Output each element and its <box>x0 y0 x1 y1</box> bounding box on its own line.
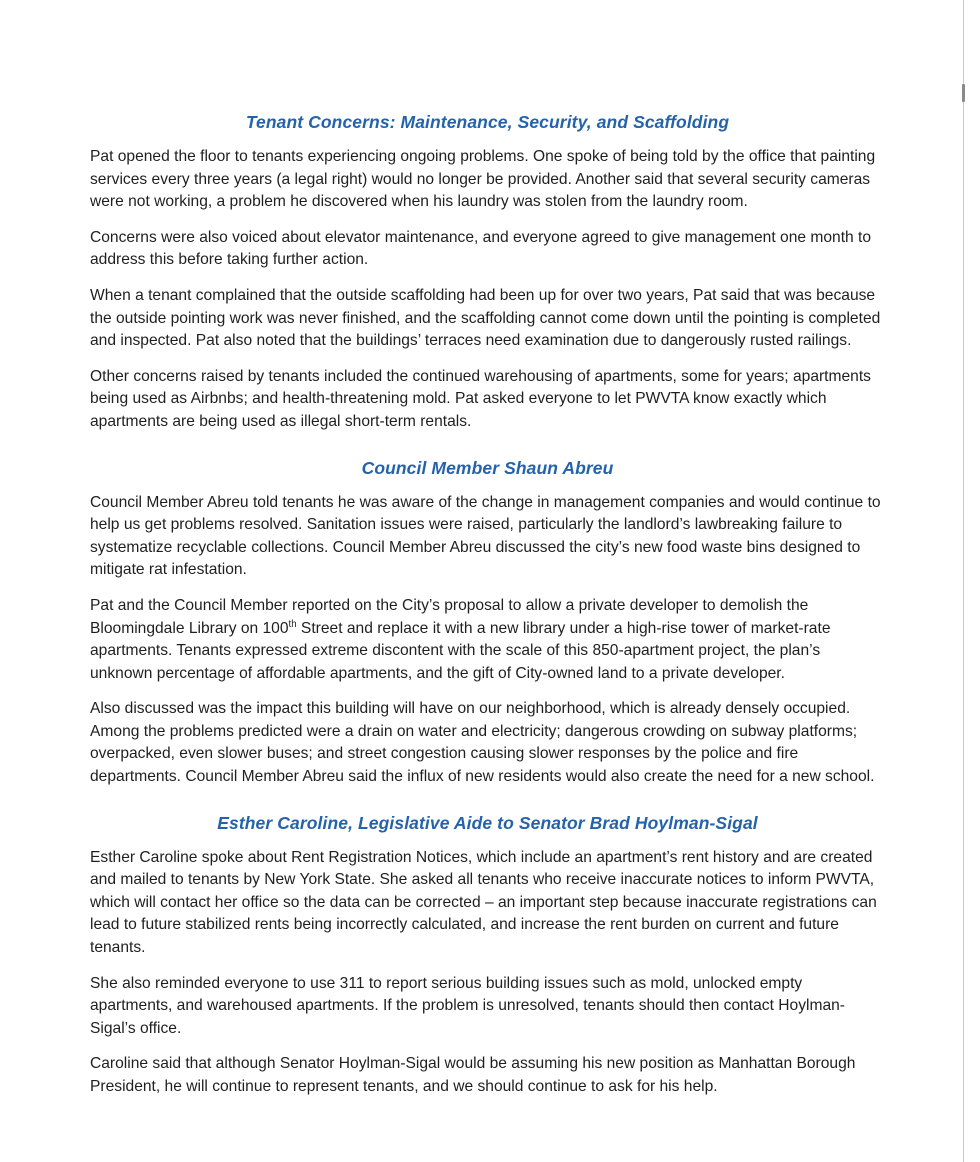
paragraph: Caroline said that although Senator Hoylman-Sigal would be assuming his new position as Manhattan Borough President, he will continue to represent tenants, and we should continue to ask for his help. <box>90 1055 856 1095</box>
paragraph: Also discussed was the impact this building will have on our neighborhood, which is already densely occupied. Among the problems predicted were a drain on water and electricity; dangerous crowding on subway platforms; overpacked, even slower buses; and street congestion causing slower responses by the police and fire departments. Council Member Abreu said the influx of new residents would also create the need for a new school. <box>90 700 875 786</box>
paragraph: Concerns were also voiced about elevator maintenance, and everyone agreed to give management one month to address this before taking further action. <box>90 228 872 269</box>
ordinal-superscript: th <box>288 618 297 630</box>
paragraph: She also reminded everyone to use 311 to report serious building issues such as mold, unlocked empty apartments, and warehoused apartments. If the problem is unresolved, tenants should then contact Hoylman-Sigal’s office. <box>90 974 845 1037</box>
heading-shaun-abreu: Council Member Shaun Abreu <box>361 457 614 478</box>
paragraph: Other concerns raised by tenants included the continued warehousing of apartments, some for years; apartments being used as Airbnbs; and health-threatening mold. Pat asked everyone to let PWVTA know exactly which apartments are being used as illegal short-term rentals. <box>90 367 871 430</box>
heading-tenant-concerns: Tenant Concerns: Maintenance, Security, and Scaffolding <box>245 112 730 132</box>
page-edge-line <box>963 0 964 1162</box>
paragraph: Esther Caroline spoke about Rent Registration Notices, which include an apartment’s rent history and are created and mailed to tenants by New York State. She asked all tenants who receive inaccurate notices to inform PWVTA, which will contact her office so the data can be corrected – an important step because inaccurate registrations can lead to future stabilized rents being incorrectly calculated, and increase the rent burden on current and future tenants. <box>90 848 877 957</box>
paragraph: Pat opened the floor to tenants experiencing ongoing problems. One spoke of being told by the office that painting services every three years (a legal right) would no longer be provided. Another said that several security cameras were not working, a problem he discovered when his laundry was stolen from the laundry room. <box>90 148 876 211</box>
heading-esther-caroline: Esther Caroline, Legislative Aide to Senator Brad Hoylman-Sigal <box>217 812 758 833</box>
page-edge-mark <box>962 84 965 102</box>
paragraph-text-after-ordinal: Street and replace it with a new library under a high-rise tower of market-rate apartments. Tenants expressed extreme discontent with the scale of this 850-apartment project, the plan’s unknown percentage of affordable apartments, and the gift of City-owned land to a private developer. <box>90 619 831 682</box>
paragraph: Council Member Abreu told tenants he was aware of the change in management companies and would continue to help us get problems resolved. Sanitation issues were raised, particularly the landlord’s lawbreaking failure to systematize recyclable collections. Council Member Abreu discussed the city’s new food waste bins designed to mitigate rat infestation. <box>90 493 881 579</box>
paragraph-bloomingdale-library <box>90 595 885 685</box>
paragraph: When a tenant complained that the outside scaffolding had been up for over two years, Pat said that was because the outside pointing work was never finished, and the scaffolding cannot come down until the pointing is completed and inspected. Pat also noted that the buildings’ terraces need examination due to dangerously rusted railings. <box>90 286 881 350</box>
paragraph-text-before-ordinal: Pat and the Council Member reported on the City’s proposal to allow a private developer to demolish the Bloomingdale Library on 100 <box>90 596 809 637</box>
